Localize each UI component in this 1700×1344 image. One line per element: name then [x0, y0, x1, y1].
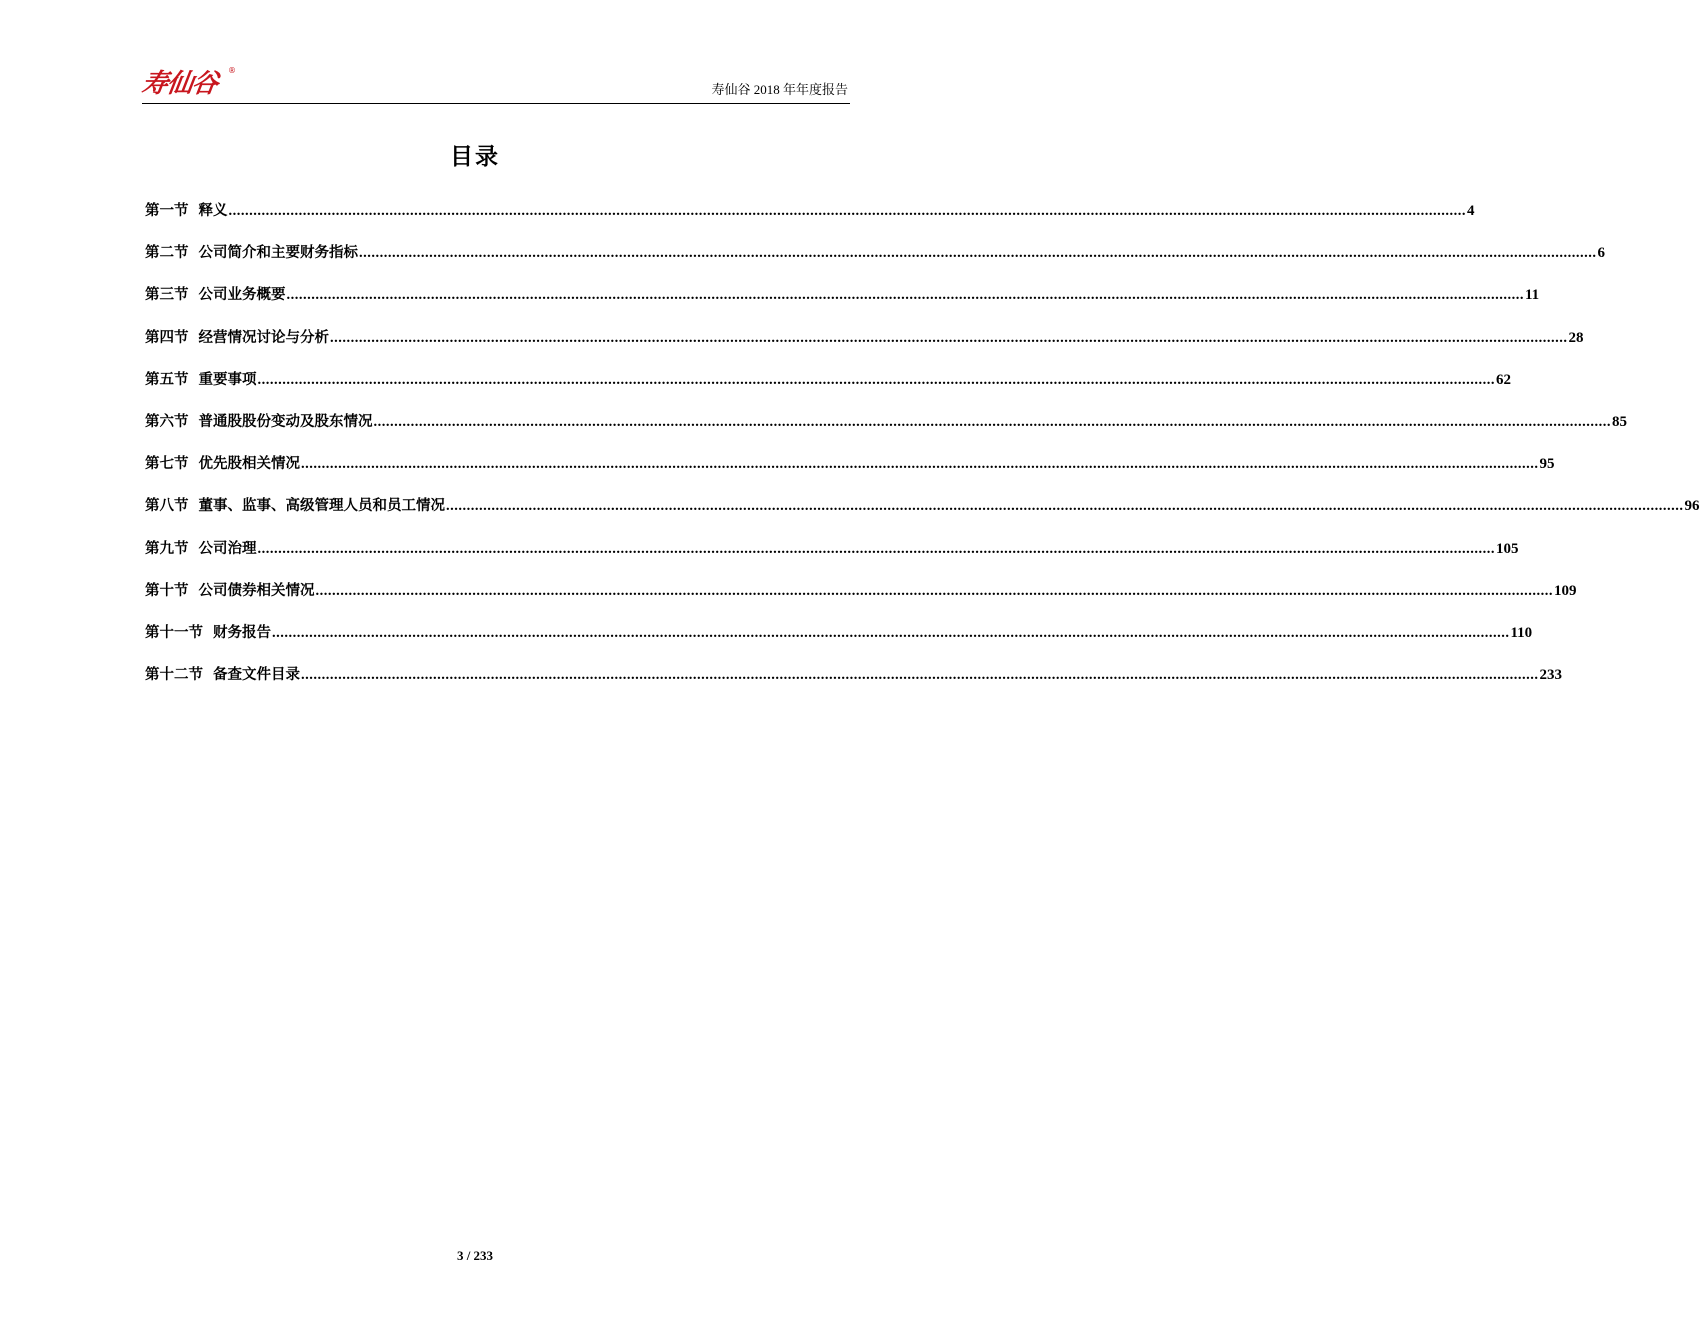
- toc-entry-title: 普通股股份变动及股东情况: [198, 413, 373, 430]
- toc-entry-page: 110: [1510, 624, 1533, 641]
- toc-leader-dots: ............................................................................................................................................................................................................................................................................................................: [446, 498, 1684, 515]
- toc-entry-title: 公司债券相关情况: [198, 582, 315, 599]
- toc-entry-number: 第二节: [145, 245, 189, 262]
- toc-entry[interactable]: [145, 621, 1533, 663]
- toc-entry-page: 233: [1539, 667, 1562, 684]
- page-header: [139, 62, 850, 104]
- toc-entry-page: 105: [1496, 540, 1519, 557]
- toc-entry-page: 96: [1684, 498, 1700, 515]
- toc-leader-dots: ............................................................................................................................................................................................................................................................................................................: [301, 456, 1539, 473]
- toc-entry-title: 公司治理: [198, 540, 257, 557]
- toc-entry[interactable]: [145, 283, 1540, 325]
- toc-entry[interactable]: [145, 410, 1627, 452]
- toc-entry-title: 经营情况讨论与分析: [198, 329, 329, 346]
- toc-entry-number: 第六节: [145, 413, 189, 430]
- toc-leader-dots: ............................................................................................................................................................................................................................................................................................................: [359, 245, 1597, 262]
- toc-entry-page: 6: [1597, 245, 1605, 262]
- toc-entry[interactable]: [145, 326, 1584, 368]
- toc-leader-dots: ............................................................................................................................................................................................................................................................................................................: [228, 203, 1466, 219]
- toc-entry-number: 第一节: [145, 203, 189, 219]
- toc-entry-page: 4: [1467, 203, 1475, 219]
- toc-entry[interactable]: [145, 241, 1605, 283]
- toc-entry-number: 第十节: [145, 582, 189, 599]
- toc-entry-number: 第十二节: [145, 667, 203, 684]
- toc-entry-number: 第四节: [145, 329, 189, 346]
- toc-entry-number: 第八节: [145, 498, 189, 515]
- registered-mark: ®: [228, 66, 236, 75]
- table-of-contents: [145, 199, 1700, 705]
- toc-entry-title: 释义: [198, 203, 228, 219]
- toc-entry-title: 公司业务概要: [198, 287, 286, 304]
- toc-entry-title: 财务报告: [213, 624, 271, 641]
- toc-entry-page: 28: [1568, 329, 1584, 346]
- toc-entry[interactable]: [145, 368, 1511, 410]
- toc-leader-dots: ............................................................................................................................................................................................................................................................................................................: [257, 371, 1495, 388]
- toc-leader-dots: ............................................................................................................................................................................................................................................................................................................: [330, 329, 1568, 346]
- toc-leader-dots: ............................................................................................................................................................................................................................................................................................................: [272, 624, 1510, 641]
- toc-entry-title: 公司简介和主要财务指标: [198, 245, 358, 262]
- toc-entry-page: 62: [1496, 371, 1511, 388]
- toc-entry-number: 第七节: [145, 456, 189, 473]
- toc-leader-dots: ............................................................................................................................................................................................................................................................................................................: [315, 582, 1553, 599]
- toc-entry[interactable]: [145, 579, 1577, 621]
- toc-entry-number: 第五节: [145, 371, 189, 388]
- toc-entry-page: 85: [1612, 413, 1627, 430]
- company-logo: 寿仙谷: [139, 69, 220, 99]
- toc-leader-dots: ............................................................................................................................................................................................................................................................................................................: [257, 540, 1495, 557]
- toc-entry-page: 95: [1539, 456, 1555, 473]
- toc-leader-dots: ............................................................................................................................................................................................................................................................................................................: [286, 287, 1524, 304]
- toc-entry-number: 第九节: [145, 540, 189, 557]
- toc-entry[interactable]: [145, 199, 1475, 241]
- toc-entry-number: 第十一节: [145, 624, 203, 641]
- toc-entry-title: 重要事项: [198, 371, 257, 388]
- toc-leader-dots: ............................................................................................................................................................................................................................................................................................................: [301, 667, 1539, 684]
- toc-entry[interactable]: [145, 537, 1519, 579]
- toc-entry-title: 优先股相关情况: [198, 456, 300, 473]
- toc-entry[interactable]: [145, 452, 1555, 494]
- toc-entry-number: 第三节: [145, 287, 189, 304]
- toc-heading: 目录: [450, 144, 500, 170]
- toc-entry-page: 11: [1525, 287, 1540, 304]
- toc-entry[interactable]: [145, 494, 1700, 536]
- page-number: 3 / 233: [456, 1248, 494, 1263]
- toc-entry[interactable]: [145, 663, 1562, 705]
- toc-leader-dots: ............................................................................................................................................................................................................................................................................................................: [373, 413, 1611, 430]
- toc-entry-title: 备查文件目录: [213, 667, 300, 684]
- report-title: 寿仙谷 2018 年年度报告: [711, 82, 848, 97]
- toc-entry-title: 董事、监事、高级管理人员和员工情况: [198, 498, 445, 515]
- toc-entry-page: 109: [1554, 582, 1577, 599]
